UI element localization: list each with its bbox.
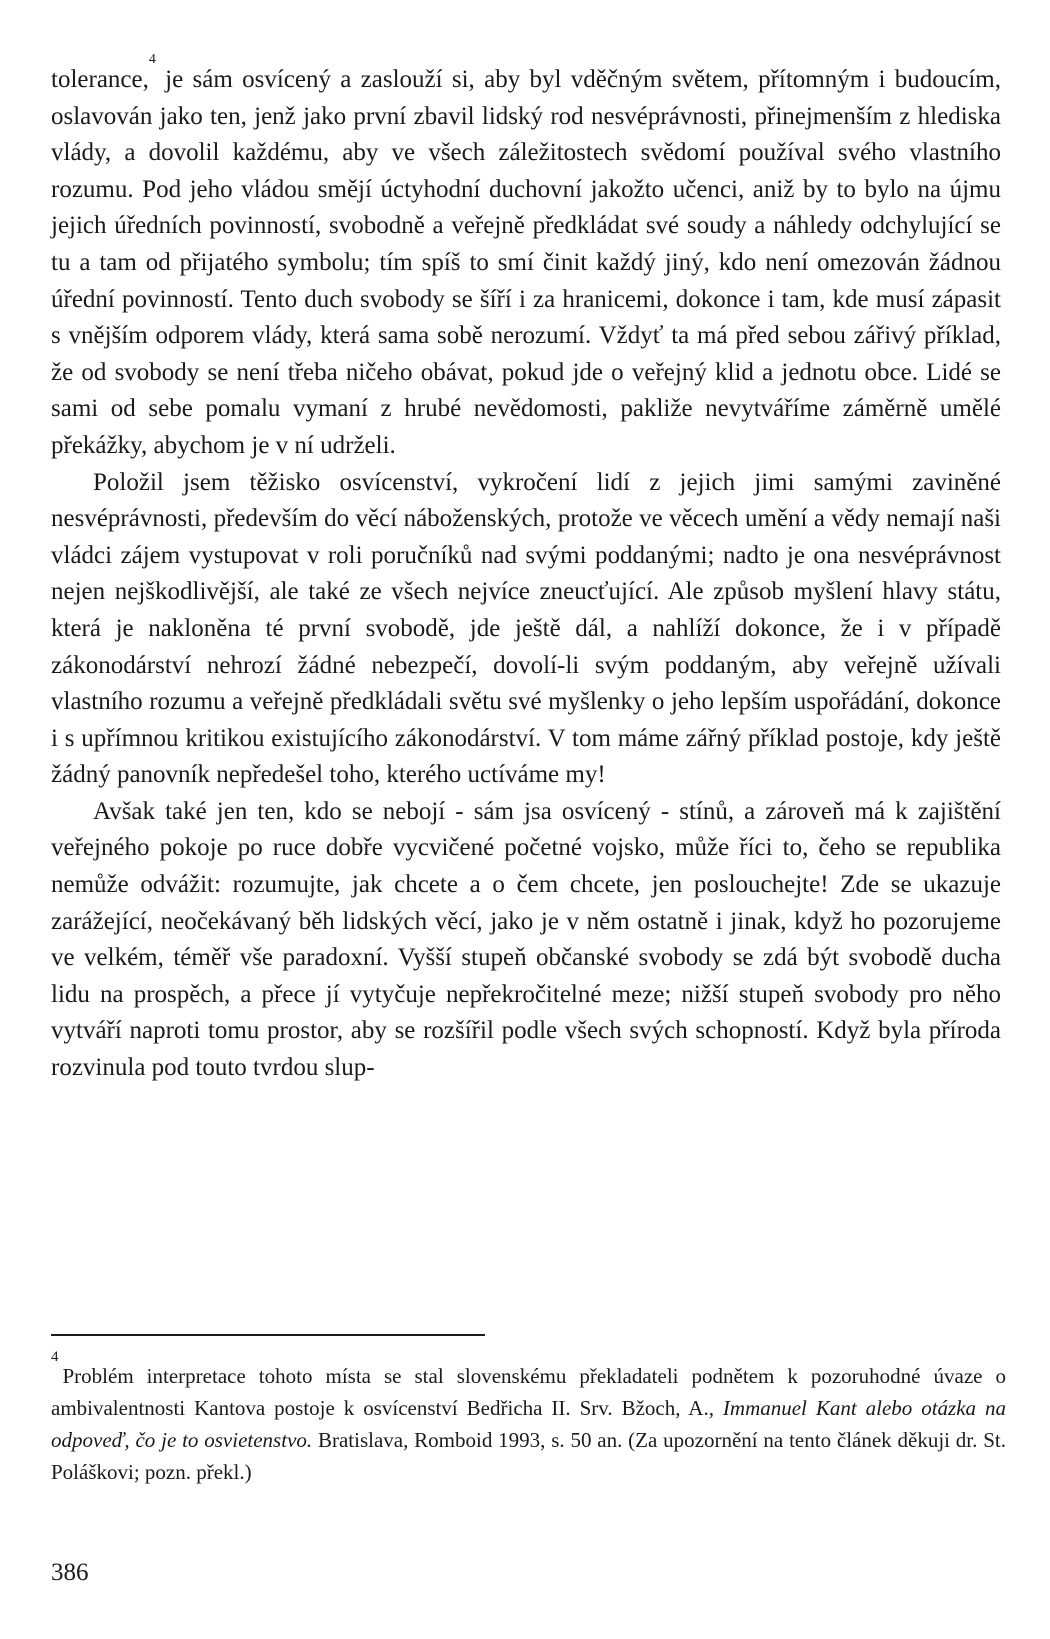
footnote-reference: 4 — [148, 52, 156, 67]
paragraph-3: Avšak také jen ten, kdo se nebojí - sám jsa osvícený - stínů, a zároveň má k zajištění veřejného pokoje po ruce dobře vycvičené početné vojsko, může říci to, čeho se republika nemůže odvážit: rozumujte, jak chcete a o čem chcete, jen poslouchejte! Zde se ukazuje zarážející, neočekávaný běh lidských věcí, jako je v něm ostatně i jinak, když ho pozorujeme ve velkém, téměř vše paradoxní. Vyšší stupeň občanské svobody se zdá být svobodě ducha lidu na prospěch, a přece jí vytyčuje nepřekročitelné meze; nižší stupeň svobody pro něho vytváří naproti tomu prostor, aby se rozšířil podle všech svých schopností. Když byla příroda rozvinula pod touto tvrdou slup- — [51, 797, 1001, 1082]
footnote-text-start: Problém interpretace tohoto místa se stal slovenskému překladateli podnětem k pozoruhodné úvaze o ambivalentnosti Kantova postoje k osvícenství Bedřicha II. Srv. Bžoch, A., — [51, 1364, 1006, 1420]
page-number: 386 — [51, 1559, 89, 1586]
paragraph-2: Položil jsem těžisko osvícenství, vykročení lidí z jejich jimi samými zaviněné nesvéprávnosti, především do věcí náboženských, protože ve věcech umění a vědy nemají naši vládci zájem vystupovat v roli poručníků nad svými poddanými; nadto je ona nesvéprávnost nejen nejškodlivější, ale také ze všech nejvíce zneucťující. Ale způsob myšlení hlavy státu, která je nakloněna té první svobodě, jde ještě dál, a nahlíží dokonce, že i v případě zákonodárství nehrozí žádné nebezpečí, dovolí-li svým poddaným, aby veřejně užívali vlastního rozumu a veřejně předkládali světu své myšlenky o jeho lepším uspořádání, dokonce i s upřímnou kritikou existujícího zákonodárství. V tom máme zářný příklad postoje, kdy ještě žádný panovník nepředešel toho, kterého uctíváme my! — [51, 468, 1001, 789]
footnote-text-end: Bratislava, Romboid 1993, s. 50 an. (Za upozornění na tento článek děkuji dr. St. Poláškovi; pozn. překl.) — [51, 1428, 1006, 1484]
footnote-book-title: Immanuel Kant alebo otázka na odpoveď, čo je to osvietenstvo. — [51, 1396, 1006, 1452]
page-body — [51, 52, 1001, 1087]
footnote-number: 4 — [51, 1349, 59, 1365]
footnote-separator — [51, 1334, 485, 1336]
paragraph-1 — [51, 52, 1001, 465]
footnote — [51, 1349, 1006, 1488]
paragraph-1-start: tolerance, — [51, 66, 149, 93]
paragraph-1-rest: je sám osvícený a zaslouží si, aby byl vděčným světem, přítomným i budoucím, oslavován jako ten, jenž jako první zbavil lidský rod nesvéprávnosti, přinejmenším z hlediska vlády, a dovolil každému, aby ve všech záležitostech svědomí používal svého vlastního rozumu. Pod jeho vládou smějí úctyhodní duchovní jakožto učenci, aniž by to bylo na újmu jejich úředních povinností, svobodně a veřejně předkládat své soudy a náhledy odchylující se tu a tam od přijatého symbolu; tím spíš to smí činit každý jiný, kdo není omezován žádnou úřední povinností. Tento duch svobody se šíří i za hranicemi, dokonce i tam, kde musí zápasit s vnějším odporem vlády, která sama sobě nerozumí. Vždyť ta má před sebou zářivý příklad, že od svobody se není třeba ničeho obávat, pokud jde o veřejný klid a jednotu obce. Lidé se sami od sebe pomalu vymaní z hrubé nevědomosti, pakliže nevytváříme záměrně umělé překážky, abychom je v ní udrželi. — [51, 66, 1001, 459]
